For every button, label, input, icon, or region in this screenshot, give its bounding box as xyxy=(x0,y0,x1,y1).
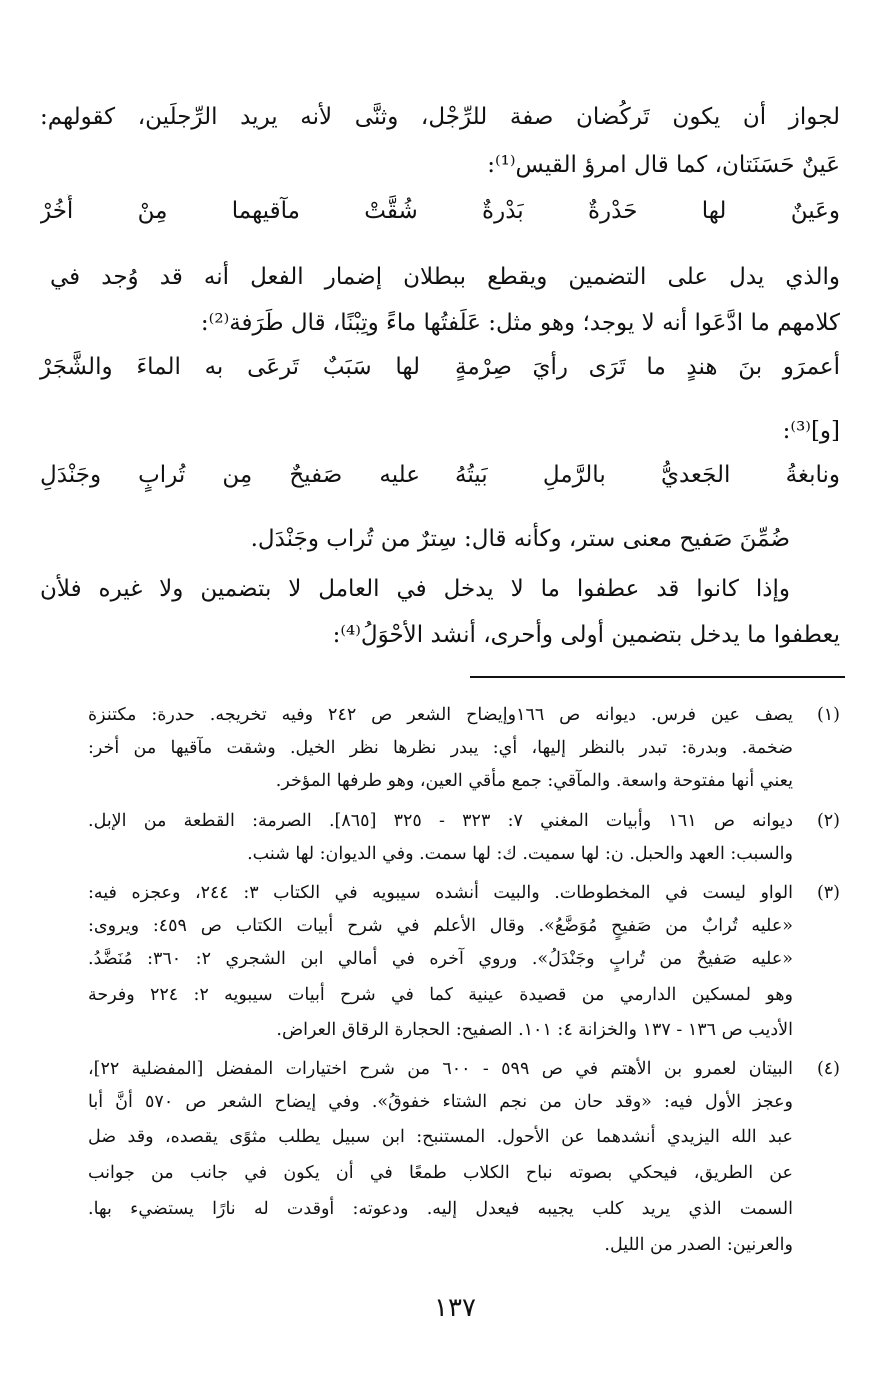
verse-hemistich-right: ونابغةُ الجَعديُّ بالرَّملِ بَيتُهُ xyxy=(455,462,840,488)
footnote-number: (٣) xyxy=(816,883,840,903)
footnote-line: والعرنين: الصدر من الليل. xyxy=(604,1235,793,1255)
body-line: كلامهم ما ادَّعَوا أنه لا يوجد؛ وهو مثل: عَلَفتُها ماءً وتِبْنًا، قال طَرَفة⁽²⁾: xyxy=(200,310,840,336)
footnote-separator xyxy=(470,676,845,678)
footnote-number: (١) xyxy=(816,705,840,725)
footnote-line: البيتان لعمرو بن الأهتم في ص ٥٩٩ - ٦٠٠ من شرح اختيارات المفضل [المفضلية ٢٢]، xyxy=(88,1059,793,1079)
footnote-line: السمت الذي يريد كلب يجيبه فيعدل إليه. ودعوته: أوقدت له نارًا يستضيء بها. xyxy=(88,1199,793,1219)
verse-hemistich-right: أعمرَو بنَ هندٍ ما تَرَى رأيَ صِرْمةٍ xyxy=(455,354,840,380)
footnote-line: عن الطريق، فيحكي بصوته نباح الكلاب طمعًا في أن يكون في جانب من جوانب xyxy=(88,1163,793,1183)
footnote-line: ضخمة. وبدرة: تبدر بالنظر إليها، أي: يبدر نظرها نظر الخيل. وشقت مآقيها من أخر: xyxy=(88,738,793,758)
footnote-line: الواو ليست في المخطوطات. والبيت أنشده سيبويه في الكتاب ٣: ٢٤٤، وعجزه فيه: xyxy=(88,883,793,903)
footnote-number: (٤) xyxy=(816,1059,840,1079)
body-line: ضُمِّنَ صَفيح معنى ستر، وكأنه قال: سِترٌ من تُراب وجَنْدَل. xyxy=(250,526,790,552)
footnote-line: عبد الله اليزيدي أنشدهما عن الأحول. المستنبح: ابن سبيل يطلب مثوًى يقصده، وقد ضل xyxy=(88,1127,793,1147)
footnote-line: الأديب ص ١٣٦ - ١٣٧ والخزانة ٤: ١٠١. الصفيح: الحجارة الرقاق العراض. xyxy=(276,1020,793,1040)
body-line: وإذا كانوا قد عطفوا ما لا يدخل في العامل لا بتضمين ولا غيره فلأن xyxy=(40,576,790,602)
verse-hemistich-left: لها سَبَبٌ تَرعَى به الماءَ والشَّجَرْ xyxy=(40,354,420,380)
verse-line: وعَينٌ لها حَدْرةٌ بَدْرةٌ شُقَّتْ مآقيهما مِنْ أُخُرْ xyxy=(40,198,840,224)
body-line: يعطفوا ما يدخل بتضمين أولى وأحرى، أنشد الأحْوَلُ⁽⁴⁾: xyxy=(332,622,840,648)
footnote-line: وعجز الأول فيه: «وقد حان من نجم الشتاء خفوقُ». وفي إيضاح الشعر ص ٥٧٠ أنَّ أبا xyxy=(88,1092,793,1112)
footnote-line: وهو لمسكين الدارمي من قصيدة عينية كما في شرح أبيات سيبويه ٢: ٢٢٤ وفرحة xyxy=(88,985,793,1005)
verse-hemistich-left: عليه صَفيحٌ مِن تُرابٍ وجَنْدَلِ xyxy=(40,462,420,488)
footnote-line: «عليه تُرابٌ من صَفيحٍ مُوَضَّعُ». وقال الأعلم في شرح أبيات الكتاب ص ٤٥٩: ويروى: xyxy=(88,916,793,936)
footnote-line: يعني أنها مفتوحة واسعة. والمآقي: جمع مأقي العين، وهو طرفها المؤخر. xyxy=(275,771,793,791)
body-line: [و]⁽³⁾: xyxy=(782,418,840,444)
body-line: لجواز أن يكون تَركُضان صفة للرِّجْل، وثنَّى لأنه يريد الرِّجلَين، كقولهم: xyxy=(40,104,840,130)
body-line: والذي يدل على التضمين ويقطع ببطلان إضمار الفعل أنه قد وُجد في xyxy=(50,264,840,290)
footnote-line: يصف عين فرس. ديوانه ص ١٦٦وإيضاح الشعر ص ٢٤٢ وفيه تخريجه. حدرة: مكتنزة xyxy=(88,705,793,725)
footnote-line: «عليه صَفيحٌ من تُرابٍ وجَنْدَلُ». وروي آخره في أمالي ابن الشجري ٢: ٣٦٠: مُنَضَّدُ. xyxy=(88,949,793,969)
footnote-line: ديوانه ص ١٦١ وأبيات المغني ٧: ٣٢٣ - ٣٢٥ [٨٦٥]. الصرمة: القطعة من الإبل. xyxy=(88,811,793,831)
body-line: عَينٌ حَسَنَتان، كما قال امرؤ القيس⁽¹⁾: xyxy=(487,152,840,178)
page-number: ١٣٧ xyxy=(434,1293,476,1323)
footnote-line: والسبب: العهد والحبل. ن: لها سميت. ك: لها سمت. وفي الديوان: لها شنب. xyxy=(247,844,793,864)
footnote-number: (٢) xyxy=(816,811,840,831)
